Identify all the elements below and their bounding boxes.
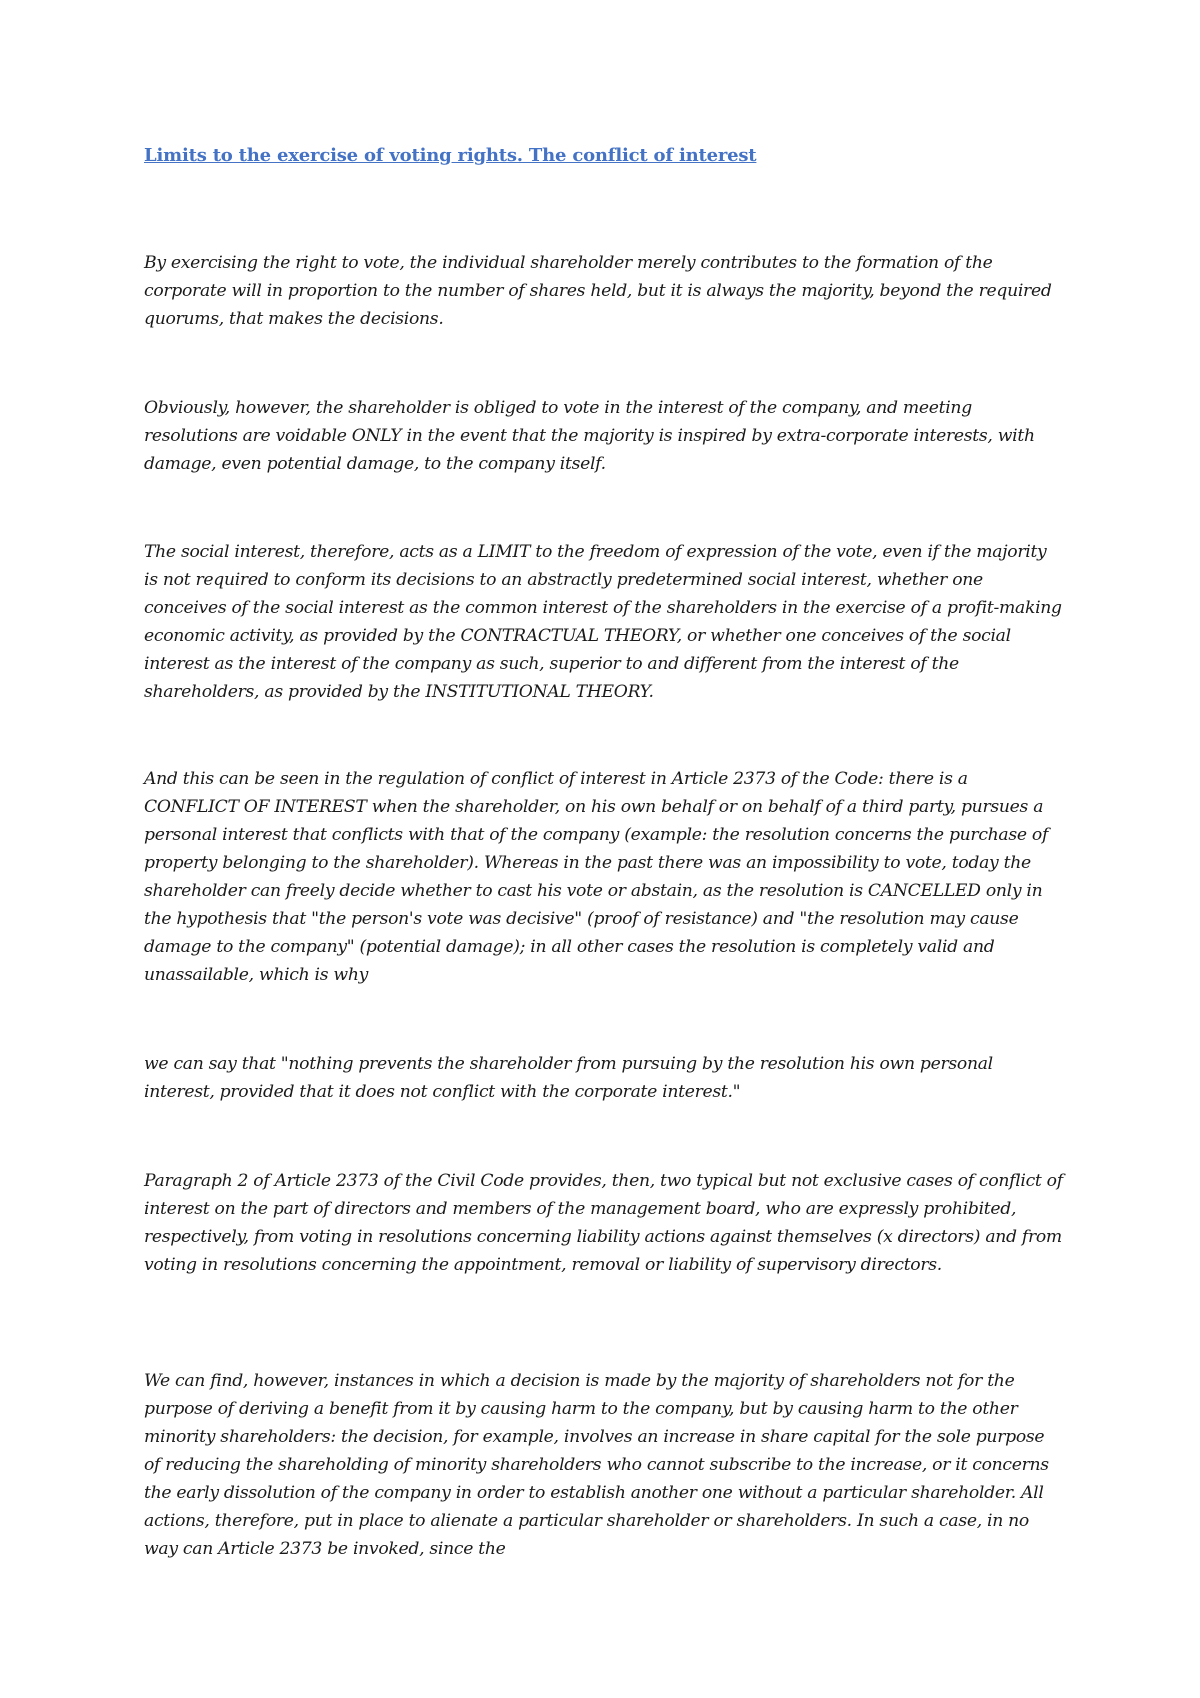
paragraph-1: By exercising the right to vote, the individual shareholder merely contributes to the formation of the corporate will in proportion to the number of shares held, but it is always the majority, beyond the required quorums, that makes the decisions. xyxy=(144,253,1052,330)
document-title: Limits to the exercise of voting rights. The conflict of interest xyxy=(144,145,757,166)
paragraph-3: The social interest, therefore, acts as a LIMIT to the freedom of expression of the vote, even if the majority is not required to conform its decisions to an abstractly predetermined social interest, whether one conceives of the social interest as the common interest of the shareholders in the exercise of a profit-making economic activity, as provided by the CONTRACTUAL THEORY, or whether one conceives of the social interest as the interest of the company as such, superior to and different from the interest of the shareholders, as provided by the INSTITUTIONAL THEORY. xyxy=(144,542,1062,703)
paragraph-2: Obviously, however, the shareholder is obliged to vote in the interest of the company, and meeting resolutions are voidable ONLY in the event that the majority is inspired by extra-corporate interests, with damage, even potential damage, to the company itself. xyxy=(144,398,1035,475)
paragraph-7: We can find, however, instances in which a decision is made by the majority of shareholders not for the purpose of deriving a benefit from it by causing harm to the company, but by causing harm to the other minority shareholders: the decision, for example, involves an increase in share capital for the sole purpose of reducing the shareholding of minority shareholders who cannot subscribe to the increase, or it concerns the early dissolution of the company in order to establish another one without a particular shareholder. All actions, therefore, put in place to alienate a particular shareholder or shareholders. In such a case, in no way can Article 2373 be invoked, since the xyxy=(144,1371,1049,1560)
paragraph-6: Paragraph 2 of Article 2373 of the Civil Code provides, then, two typical but not exclusive cases of conflict of interest on the part of directors and members of the management board, who are expressly prohibited, respectively, from voting in resolutions concerning liability actions against themselves (x directors) and from voting in resolutions concerning the appointment, removal or liability of supervisory directors. xyxy=(144,1171,1063,1276)
paragraph-5: we can say that "nothing prevents the shareholder from pursuing by the resolution his own personal interest, provided that it does not conflict with the corporate interest." xyxy=(144,1054,993,1103)
paragraph-4: And this can be seen in the regulation of conflict of interest in Article 2373 of the Code: there is a CONFLICT OF INTEREST when the shareholder, on his own behalf or on behalf of a third party, pursues a personal interest that conflicts with that of the company (example: the resolution concerns the purchase of property belonging to the shareholder). Whereas in the past there was an impossibility to vote, today the shareholder can freely decide whether to cast his vote or abstain, as the resolution is CANCELLED only in the hypothesis that "the person's vote was decisive" (proof of resistance) and "the resolution may cause damage to the company" (potential damage); in all other cases the resolution is completely valid and unassailable, which is why xyxy=(144,769,1049,986)
